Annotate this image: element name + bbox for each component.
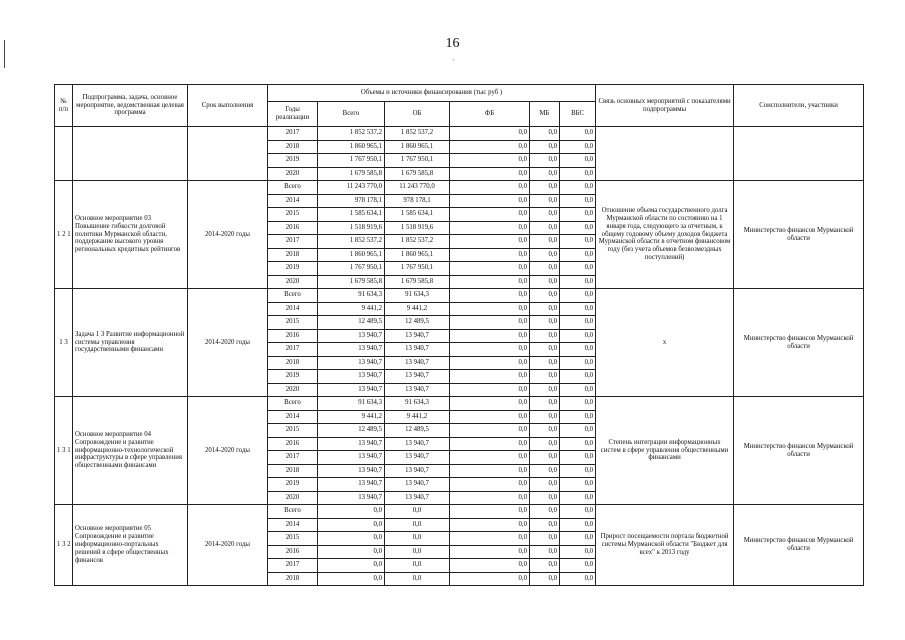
cell-total: 0,0 [318,559,385,573]
cell-ob: 12 489,5 [385,424,450,438]
cell-fb: 0,0 [450,478,530,492]
cell-vbs: 0,0 [560,221,596,235]
cell-mb: 0,0 [530,167,560,181]
cell-year: 2014 [268,194,318,208]
cell-year: 2017 [268,559,318,573]
cell-fb: 0,0 [450,248,530,262]
cell-year: 2015 [268,208,318,222]
cell-year: Всего [268,397,318,411]
cell-vbs: 0,0 [560,451,596,465]
block-link: х [596,289,734,397]
cell-ob: 1 860 965,1 [385,140,450,154]
block-link: Прирост посещаемости портала бюджетной системы Мурманской области "Бюджет для всех" к 2013 году [596,505,734,586]
cell-year: 2018 [268,356,318,370]
block-link [596,127,734,181]
cell-year: 2019 [268,478,318,492]
cell-year: 2017 [268,343,318,357]
financing-table [54,84,864,586]
block-term: 2014-2020 годы [188,397,268,505]
cell-year: 2014 [268,302,318,316]
block-executors: Министерство финансов Мурманской области [734,289,864,397]
cell-vbs: 0,0 [560,356,596,370]
cell-ob: 13 940,7 [385,356,450,370]
cell-fb: 0,0 [450,221,530,235]
cell-total: 1 518 919,6 [318,221,385,235]
cell-total: 13 940,7 [318,437,385,451]
cell-mb: 0,0 [530,397,560,411]
cell-ob: 0,0 [385,559,450,573]
cell-fb: 0,0 [450,262,530,276]
cell-total: 9 441,2 [318,302,385,316]
cell-vbs: 0,0 [560,248,596,262]
header-vbs: ВБС [560,102,596,127]
header-funding: Объемы и источники финансирования (тыс руб ) [268,85,596,102]
cell-year: Всего [268,181,318,195]
cell-total: 0,0 [318,532,385,546]
cell-total: 0,0 [318,505,385,519]
cell-year: Всего [268,505,318,519]
header-num: № п/п [55,85,73,127]
cell-ob: 1 767 950,1 [385,154,450,168]
block-term: 2014-2020 годы [188,289,268,397]
cell-year: 2020 [268,167,318,181]
cell-fb: 0,0 [450,383,530,397]
cell-total: 1 767 950,1 [318,262,385,276]
cell-total: 0,0 [318,572,385,586]
cell-mb: 0,0 [530,559,560,573]
cell-fb: 0,0 [450,464,530,478]
cell-total: 13 940,7 [318,491,385,505]
cell-mb: 0,0 [530,343,560,357]
cell-mb: 0,0 [530,289,560,303]
cell-fb: 0,0 [450,451,530,465]
cell-vbs: 0,0 [560,289,596,303]
cell-total: 1 852 537,2 [318,127,385,141]
cell-fb: 0,0 [450,572,530,586]
cell-mb: 0,0 [530,370,560,384]
cell-ob: 1 767 950,1 [385,262,450,276]
cell-vbs: 0,0 [560,464,596,478]
cell-vbs: 0,0 [560,532,596,546]
header-fb: ФБ [450,102,530,127]
cell-ob: 13 940,7 [385,491,450,505]
cell-total: 0,0 [318,518,385,532]
cell-mb: 0,0 [530,491,560,505]
cell-total: 91 634,3 [318,397,385,411]
cell-vbs: 0,0 [560,505,596,519]
cell-fb: 0,0 [450,437,530,451]
table-row [55,505,864,519]
stray-mark: ` [452,58,455,67]
cell-mb: 0,0 [530,505,560,519]
table-row [55,289,864,303]
cell-vbs: 0,0 [560,208,596,222]
cell-mb: 0,0 [530,437,560,451]
cell-ob: 1 860 965,1 [385,248,450,262]
cell-fb: 0,0 [450,316,530,330]
cell-year: 2019 [268,154,318,168]
cell-mb: 0,0 [530,424,560,438]
cell-mb: 0,0 [530,478,560,492]
cell-vbs: 0,0 [560,383,596,397]
cell-vbs: 0,0 [560,491,596,505]
cell-total: 1 679 585,8 [318,167,385,181]
header-term: Срок выполнения [188,85,268,127]
header-mb: МБ [530,102,560,127]
cell-ob: 0,0 [385,505,450,519]
cell-vbs: 0,0 [560,478,596,492]
cell-ob: 13 940,7 [385,464,450,478]
cell-mb: 0,0 [530,275,560,289]
block-program: Задача 1 3 Развитие информационной системы управления государственными финансами [73,289,188,397]
block-num: 1 3 1 [55,397,73,505]
cell-mb: 0,0 [530,518,560,532]
cell-ob: 1 679 585,8 [385,275,450,289]
cell-total: 1 585 634,1 [318,208,385,222]
cell-mb: 0,0 [530,383,560,397]
block-term: 2014-2020 годы [188,181,268,289]
cell-mb: 0,0 [530,140,560,154]
block-num: 1 3 2 [55,505,73,586]
cell-total: 13 940,7 [318,451,385,465]
header-total: Всего [318,102,385,127]
cell-ob: 13 940,7 [385,451,450,465]
cell-vbs: 0,0 [560,140,596,154]
cell-total: 91 634,3 [318,289,385,303]
block-program: Основное мероприятие 04 Сопровождение и развитие информационно-технологической инфраструктуры в сфере управления общественными финансами [73,397,188,505]
header-link: Связь основных мероприятий с показателями подпрограммы [596,85,734,127]
block-executors: Министерство финансов Мурманской области [734,505,864,586]
cell-vbs: 0,0 [560,343,596,357]
cell-mb: 0,0 [530,572,560,586]
cell-ob: 0,0 [385,532,450,546]
cell-ob: 13 940,7 [385,343,450,357]
cell-ob: 9 441,2 [385,302,450,316]
cell-mb: 0,0 [530,316,560,330]
cell-fb: 0,0 [450,329,530,343]
cell-ob: 91 634,3 [385,289,450,303]
cell-mb: 0,0 [530,410,560,424]
cell-total: 1 860 965,1 [318,248,385,262]
cell-ob: 978 178,1 [385,194,450,208]
cell-ob: 1 852 537,2 [385,235,450,249]
cell-total: 13 940,7 [318,464,385,478]
cell-fb: 0,0 [450,356,530,370]
block-executors: Министерство финансов Мурманской области [734,397,864,505]
cell-mb: 0,0 [530,208,560,222]
cell-mb: 0,0 [530,329,560,343]
cell-fb: 0,0 [450,397,530,411]
cell-fb: 0,0 [450,505,530,519]
cell-year: Всего [268,289,318,303]
cell-fb: 0,0 [450,545,530,559]
cell-fb: 0,0 [450,154,530,168]
block-executors [734,127,864,181]
cell-year: 2015 [268,532,318,546]
cell-fb: 0,0 [450,289,530,303]
cell-ob: 0,0 [385,572,450,586]
cell-mb: 0,0 [530,154,560,168]
cell-ob: 13 940,7 [385,383,450,397]
cell-total: 11 243 770,0 [318,181,385,195]
cell-fb: 0,0 [450,518,530,532]
cell-vbs: 0,0 [560,424,596,438]
cell-year: 2016 [268,437,318,451]
cell-year: 2017 [268,451,318,465]
cell-year: 2020 [268,383,318,397]
cell-ob: 9 441,2 [385,410,450,424]
cell-mb: 0,0 [530,532,560,546]
cell-vbs: 0,0 [560,370,596,384]
cell-ob: 12 489,5 [385,316,450,330]
cell-vbs: 0,0 [560,545,596,559]
cell-total: 1 860 965,1 [318,140,385,154]
cell-total: 12 489,5 [318,424,385,438]
cell-vbs: 0,0 [560,262,596,276]
cell-vbs: 0,0 [560,437,596,451]
block-program: Основное мероприятие 03 Повышение гибкости долговой политики Мурманской области, поддержание высокого уровня региональных кредитных рейтингов [73,181,188,289]
cell-fb: 0,0 [450,140,530,154]
cell-vbs: 0,0 [560,316,596,330]
cell-fb: 0,0 [450,491,530,505]
cell-ob: 13 940,7 [385,478,450,492]
cell-total: 978 178,1 [318,194,385,208]
cell-mb: 0,0 [530,545,560,559]
cell-fb: 0,0 [450,127,530,141]
block-link: Степень интеграции информационных систем в сфере управления общественными финансами [596,397,734,505]
header-ob: ОБ [385,102,450,127]
cell-ob: 13 940,7 [385,370,450,384]
cell-year: 2018 [268,140,318,154]
block-link: Отношение объема государственного долга Мурманской области по состоянию на 1 января года, следующего за отчетным, к общему годовому объему доходов бюджета Мурманской области в отчетном финансовом году (без учета объемов безвозмездных поступлений) [596,181,734,289]
cell-vbs: 0,0 [560,329,596,343]
cell-year: 2014 [268,410,318,424]
cell-fb: 0,0 [450,194,530,208]
cell-vbs: 0,0 [560,235,596,249]
cell-fb: 0,0 [450,302,530,316]
cell-vbs: 0,0 [560,181,596,195]
cell-mb: 0,0 [530,248,560,262]
block-num [55,127,73,181]
cell-ob: 1 518 919,6 [385,221,450,235]
cell-vbs: 0,0 [560,410,596,424]
header-executors: Соисполнители, участники [734,85,864,127]
table-row [55,127,864,141]
cell-ob: 1 679 585,8 [385,167,450,181]
cell-year: 2017 [268,235,318,249]
cell-total: 13 940,7 [318,356,385,370]
cell-vbs: 0,0 [560,559,596,573]
cell-fb: 0,0 [450,532,530,546]
cell-total: 13 940,7 [318,329,385,343]
cell-mb: 0,0 [530,302,560,316]
cell-vbs: 0,0 [560,302,596,316]
cell-total: 13 940,7 [318,343,385,357]
block-term: 2014-2020 годы [188,505,268,586]
cell-year: 2016 [268,221,318,235]
cell-year: 2018 [268,464,318,478]
block-term [188,127,268,181]
cell-total: 0,0 [318,545,385,559]
block-num: 1 2 1 [55,181,73,289]
cell-year: 2020 [268,491,318,505]
cell-mb: 0,0 [530,451,560,465]
cell-ob: 13 940,7 [385,329,450,343]
cell-total: 1 852 537,2 [318,235,385,249]
cell-year: 2014 [268,518,318,532]
cell-mb: 0,0 [530,221,560,235]
cell-total: 9 441,2 [318,410,385,424]
cell-year: 2019 [268,262,318,276]
cell-vbs: 0,0 [560,167,596,181]
cell-fb: 0,0 [450,167,530,181]
cell-year: 2018 [268,248,318,262]
cell-fb: 0,0 [450,410,530,424]
cell-ob: 91 634,3 [385,397,450,411]
cell-fb: 0,0 [450,235,530,249]
cell-mb: 0,0 [530,235,560,249]
cell-vbs: 0,0 [560,194,596,208]
cell-fb: 0,0 [450,559,530,573]
cell-year: 2020 [268,275,318,289]
cell-total: 1 679 585,8 [318,275,385,289]
table-row [55,181,864,195]
cell-year: 2017 [268,127,318,141]
cell-vbs: 0,0 [560,397,596,411]
table-body [55,127,864,586]
cell-fb: 0,0 [450,370,530,384]
block-program [73,127,188,181]
cell-year: 2018 [268,572,318,586]
cell-vbs: 0,0 [560,127,596,141]
cell-year: 2015 [268,424,318,438]
cell-total: 1 767 950,1 [318,154,385,168]
cell-total: 12 489,5 [318,316,385,330]
cell-mb: 0,0 [530,181,560,195]
page-number: 16 [445,36,460,51]
header-years: Годы реализации [268,102,318,127]
block-num: 1 3 [55,289,73,397]
cell-vbs: 0,0 [560,572,596,586]
cell-mb: 0,0 [530,464,560,478]
cell-total: 13 940,7 [318,383,385,397]
cell-year: 2019 [268,370,318,384]
cell-ob: 0,0 [385,518,450,532]
cell-year: 2015 [268,316,318,330]
block-program: Основное мероприятие 05 Сопровождение и развитие информационно-портальных решений в сфере общественных финансов [73,505,188,586]
cell-ob: 1 852 537,2 [385,127,450,141]
cell-ob: 1 585 634,1 [385,208,450,222]
cell-fb: 0,0 [450,208,530,222]
cell-fb: 0,0 [450,424,530,438]
cell-fb: 0,0 [450,343,530,357]
block-executors: Министерство финансов Мурманской области [734,181,864,289]
cell-ob: 13 940,7 [385,437,450,451]
cell-mb: 0,0 [530,356,560,370]
cell-total: 13 940,7 [318,370,385,384]
table-row [55,397,864,411]
cell-year: 2016 [268,545,318,559]
cell-year: 2016 [268,329,318,343]
cell-vbs: 0,0 [560,275,596,289]
cell-total: 13 940,7 [318,478,385,492]
cell-ob: 11 243 770,0 [385,181,450,195]
cell-vbs: 0,0 [560,518,596,532]
cell-mb: 0,0 [530,262,560,276]
cell-fb: 0,0 [450,275,530,289]
header-program: Подпрограмма, задача, основное мероприятие, ведомственная целевая программа [73,85,188,127]
cell-fb: 0,0 [450,181,530,195]
cell-ob: 0,0 [385,545,450,559]
cell-vbs: 0,0 [560,154,596,168]
cell-mb: 0,0 [530,127,560,141]
cell-mb: 0,0 [530,194,560,208]
